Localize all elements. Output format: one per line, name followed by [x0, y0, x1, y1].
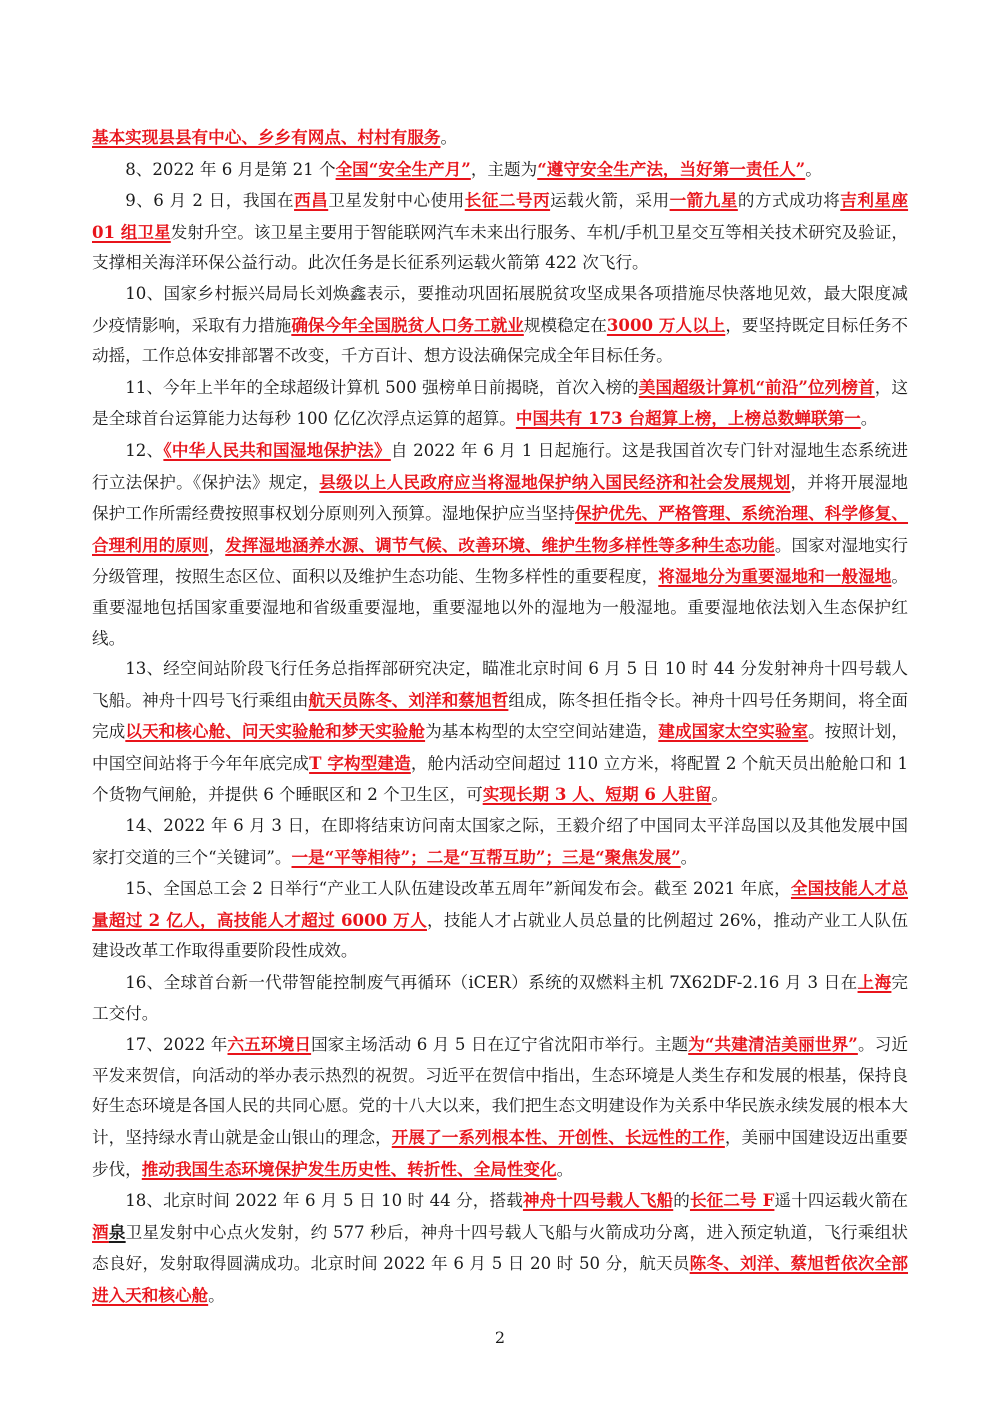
- body-text: 15、全国总工会 2 日举行“产业工人队伍建设改革五周年”新闻发布会。截至 2021 年底，: [125, 879, 791, 899]
- highlighted-key-phrase: 一是“平等相待”；二是“互帮互助”；三是“聚焦发展”: [291, 846, 681, 867]
- body-text: 13、经空间站阶段飞行任务总指挥部研究决定，瞄准北京时间 6 月 5 日 10 时 44 分发射神舟十四号载人飞船。神舟十四号飞行乘组由: [92, 659, 908, 710]
- paragraph: [92, 122, 908, 154]
- body-text: 8、2022 年 6 月是第 21 个: [125, 159, 336, 179]
- body-text: 卫星发射中心点火发射，约 577 秒后，神舟十四号载人飞船与火箭成功分离，进入预定轨道，飞行乘组状态良好，发射取得圆满成功。北京时间 2022 年 6 月 5 日 20 时 50 分，航天员: [92, 1222, 909, 1274]
- highlighted-key-phrase: 泉: [108, 1221, 126, 1242]
- highlighted-key-phrase: 保护优先、严格管理、系统治理、科学修复、合理利用的原则: [92, 503, 909, 555]
- highlighted-key-phrase: 中国共有 173 台超算上榜，上榜总数蝉联第一: [515, 408, 861, 429]
- highlighted-key-phrase: 开展了一系列根本性、开创性、长远性的工作: [391, 1127, 725, 1147]
- paragraph: [92, 185, 908, 279]
- body-text: ，这是全球首台运算能力达每秒 100 亿亿次浮点运算的超算。: [92, 377, 908, 429]
- body-text: 自 2022 年 6 月 1 日起施行。这是我国首次专门针对湿地生态系统进行立法保护。《保护法》规定，: [92, 440, 908, 492]
- body-text: ，美丽中国建设迈出重要步伐，: [92, 1128, 909, 1179]
- highlighted-key-phrase: 神舟十四号载人飞船: [522, 1190, 674, 1211]
- body-text: 遥十四运载火箭在: [774, 1191, 909, 1211]
- highlighted-key-phrase: 吉利星座 01 组卫星: [92, 190, 909, 242]
- body-text: 规模稳定在: [523, 315, 607, 335]
- body-text: 。国家对湿地实行分级管理，按照生态区位、面积以及维护生态功能、生物多样性的重要程度，: [92, 535, 909, 587]
- body-text: 12、: [125, 440, 164, 460]
- highlighted-key-phrase: 长征二号丙: [464, 190, 551, 211]
- highlighted-key-phrase: 为“共建清洁美丽世界”: [688, 1034, 858, 1055]
- body-text: 11、今年上半年的全球超级计算机 500 强榜单日前揭晓，首次入榜的: [125, 377, 639, 397]
- highlighted-key-phrase: 全国“安全生产月”: [335, 158, 471, 179]
- highlighted-key-phrase: 实现长期 3 人、短期 6 人驻留: [482, 784, 712, 805]
- body-text: 为基本构型的太空空间站建造，: [425, 722, 659, 742]
- body-text: ，舱内活动空间超过 110 立方米，将配置 2 个航天员出舱舱口和 1 个货物气闸舱，并提供 6 个睡眠区和 2 个卫生区，可: [92, 753, 908, 805]
- highlighted-key-phrase: 上海: [857, 972, 892, 993]
- body-text: 。: [805, 159, 822, 179]
- body-text: 9、6 月 2 日，我国在: [125, 191, 295, 211]
- body-text: 。: [860, 409, 878, 429]
- body-text: 组成，陈冬担任指令长。神舟十四号任务期间，将全面完成: [92, 690, 909, 742]
- highlighted-key-phrase: 3000 万人以上: [606, 314, 726, 335]
- body-text: 完工交付。: [92, 973, 909, 1023]
- highlighted-key-phrase: 推动我国生态环境保护发生历史性、转折性、全局性变化: [141, 1158, 557, 1179]
- highlighted-key-phrase: 建成国家太空实验室: [658, 721, 809, 742]
- body-text: 18、北京时间 2022 年 6 月 5 日 10 时 44 分，搭载: [125, 1191, 523, 1211]
- page-number: 2: [494, 1328, 506, 1347]
- paragraph: [92, 873, 908, 967]
- highlighted-key-phrase: 西昌: [294, 190, 329, 211]
- paragraph: [92, 154, 908, 186]
- paragraph: [92, 967, 908, 1029]
- body-text: ，: [208, 535, 226, 555]
- highlighted-key-phrase: 将湿地分为重要湿地和一般湿地: [658, 566, 892, 587]
- body-text: ，主题为: [470, 159, 538, 179]
- body-text: ，并将开展湿地保护工作所需经费按照事权划分原则列入预算。湿地保护应当坚持: [92, 472, 909, 524]
- paragraph: [92, 1029, 908, 1185]
- highlighted-key-phrase: 酒: [92, 1221, 109, 1242]
- paragraph: [92, 372, 908, 435]
- paragraph: [92, 279, 908, 372]
- body-text: 。: [556, 1159, 574, 1179]
- body-text: 。: [680, 847, 698, 867]
- body-text: 17、2022 年: [125, 1035, 228, 1055]
- highlighted-key-phrase: 六五环境日: [227, 1034, 312, 1055]
- body-text: 。: [711, 785, 729, 805]
- document-body: [92, 122, 908, 1312]
- highlighted-key-phrase: 确保今年全国脱贫人口务工就业: [291, 314, 524, 335]
- highlighted-key-phrase: 基本实现县县有中心、乡乡有网点、村村有服务: [92, 127, 441, 147]
- highlighted-key-phrase: 县级以上人民政府应当将湿地保护纳入国民经济和社会发展规划: [319, 471, 791, 492]
- body-text: 发射升空。该卫星主要用于智能联网汽车未来出行服务、车机/手机卫星交互等相关技术研究及验证，支撑相关海洋环保公益行动。此次任务是长征系列运载火箭第 422 次飞行。: [92, 222, 908, 273]
- body-text: 14、2022 年 6 月 3 日，在即将结束访问南太国家之际，王毅介绍了中国同太平洋岛国以及其他发展中国家打交道的三个“关键词”。: [92, 816, 908, 867]
- body-text: 10、国家乡村振兴局局长刘焕鑫表示，要推动巩固拓展脱贫攻坚成果各项措施尽快落地见效，最大限度减少疫情影响，采取有力措施: [92, 283, 908, 335]
- body-text: 16、全球首台新一代带智能控制废气再循环（iCER）系统的双燃料主机 7X62DF-2.16 月 3 日在: [125, 973, 858, 993]
- body-text: 。按照计划，中国空间站将于今年年底完成: [92, 722, 909, 773]
- body-text: 运载火箭，采用: [550, 191, 670, 211]
- body-text: 。: [440, 128, 458, 147]
- highlighted-key-phrase: 一箭九星: [669, 190, 738, 211]
- paragraph: [92, 435, 908, 654]
- body-text: 卫星发射中心使用: [328, 191, 465, 211]
- highlighted-key-phrase: “遵守安全生产法，当好第一责任人”: [537, 158, 806, 179]
- body-text: 。习近平发来贺信，向活动的举办表示热烈的祝贺。习近平在贺信中指出，生态环境是人类生存和发展的根基，保持良好生态环境是各国人民的共同心愿。党的十八大以来，我们把生态文明建设作为关系中华民族永续发展的根本大计，坚持绿水青山就是金山银山的理念，: [92, 1035, 909, 1147]
- highlighted-key-phrase: 全国技能人才总量超过 2 亿人，高技能人才超过 6000 万人: [92, 878, 909, 930]
- body-text: 。: [208, 1285, 225, 1305]
- highlighted-key-phrase: 以天和核心舱、问天实验舱和梦天实验舱: [125, 721, 426, 742]
- highlighted-key-phrase: 美国超级计算机“前沿”位列榜首: [638, 376, 875, 397]
- paragraph: [92, 654, 908, 811]
- paragraph: [92, 1185, 908, 1311]
- body-text: 国家主场活动 6 月 5 日在辽宁省沈阳市举行。主题: [311, 1035, 689, 1055]
- highlighted-key-phrase: T 字构型建造: [309, 752, 411, 773]
- highlighted-key-phrase: 长征二号 F: [689, 1190, 775, 1211]
- highlighted-key-phrase: 航天员陈冬、刘洋和蔡旭哲: [308, 689, 509, 710]
- paragraph: [92, 811, 908, 873]
- body-text: ，技能人才占就业人员总量的比例超过 26%，推动产业工人队伍建设改革工作取得重要阶段性成效。: [92, 910, 909, 961]
- body-text: 的: [673, 1191, 690, 1211]
- body-text: 。重要湿地包括国家重要湿地和省级重要湿地，重要湿地以外的湿地为一般湿地。重要湿地依法划入生态保护红线。: [92, 567, 909, 648]
- highlighted-key-phrase: 发挥湿地涵养水源、调节气候、改善环境、维护生物多样性等多种生态功能: [225, 534, 775, 555]
- body-text: 的方式成功将: [737, 191, 841, 211]
- highlighted-key-phrase: 《中华人民共和国湿地保护法》: [163, 439, 391, 460]
- body-text: ，要坚持既定目标任务不动摇，工作总体安排部署不改变，千方百计、想方设法确保完成全年目标任务。: [92, 315, 908, 366]
- highlighted-key-phrase: 陈冬、刘洋、蔡旭哲依次全部进入天和核心舱: [92, 1253, 909, 1305]
